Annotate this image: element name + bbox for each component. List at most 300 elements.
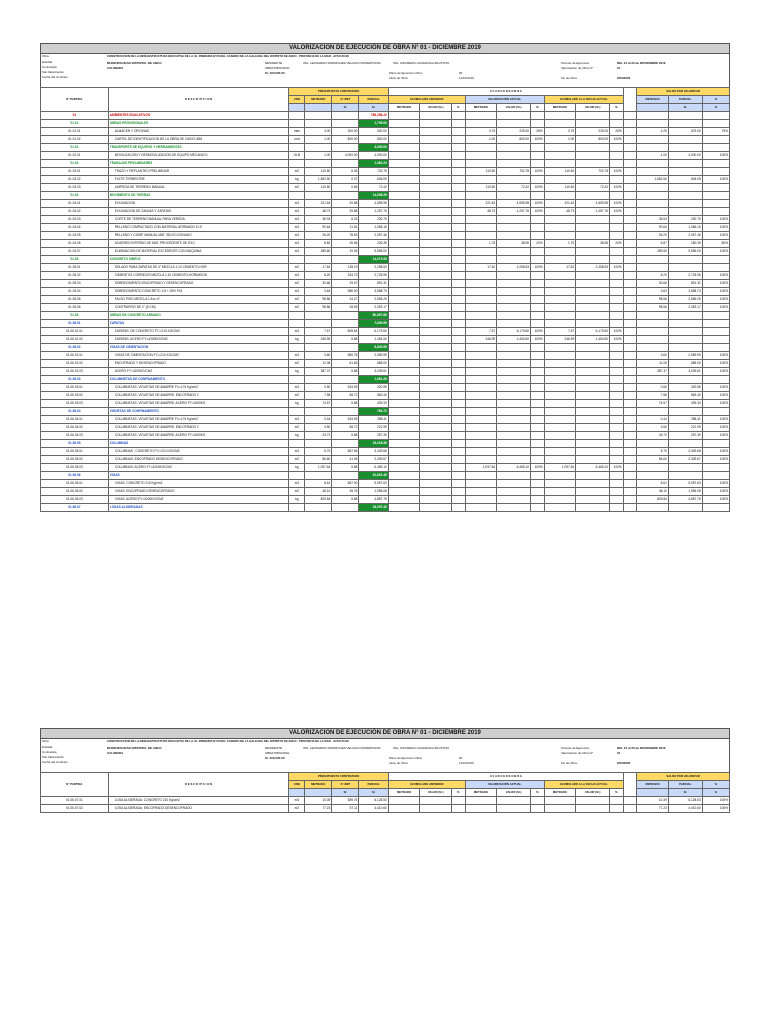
row-act-valor: 702.78 [497, 168, 531, 176]
row-saldo-pct: 100% [702, 488, 729, 496]
row-metrado: 246.99 [305, 336, 332, 344]
row-act-metrado [465, 504, 497, 512]
valuation-table-1 [40, 87, 730, 512]
row-act-valor [497, 368, 531, 376]
row-act-metrado: 48.73 [465, 208, 497, 216]
row-metrado: 0.44 [305, 416, 332, 424]
sheet-meta [40, 54, 730, 87]
row-saldo-pct: 100% [702, 424, 729, 432]
row-ant-pct [452, 496, 466, 504]
row-ant-pct [452, 408, 466, 416]
row-acu-pct: 100% [610, 208, 624, 216]
table-row [41, 480, 730, 488]
row-code: 01.06.03 [41, 376, 109, 384]
row-act-metrado [465, 496, 497, 504]
row-ant-pct [452, 144, 466, 152]
row-ant-valor [420, 472, 452, 480]
row-act-metrado [465, 456, 497, 464]
row-ant-valor [420, 144, 452, 152]
row-act-valor [497, 352, 531, 360]
row-spacer [623, 328, 637, 336]
row-act-valor [497, 440, 531, 448]
row-saldo-metrado [637, 312, 669, 320]
row-act-metrado: 221.63 [465, 200, 497, 208]
row-ant-pct [452, 336, 466, 344]
row-saldo-valor: 675.00 [668, 128, 702, 136]
row-acu-pct [610, 448, 624, 456]
row-saldo-valor [668, 200, 702, 208]
row-ant-valor [420, 208, 452, 216]
row-saldo-valor [668, 408, 702, 416]
row-saldo-valor [668, 136, 702, 144]
row-ant-pct [452, 352, 466, 360]
row-saldo-valor: 606.05 [668, 176, 702, 184]
row-act-pct [531, 456, 545, 464]
row-code: 01.06.06.03 [41, 496, 109, 504]
row-act-valor [497, 408, 531, 416]
row-acu-valor [576, 232, 610, 240]
row-act-pct [531, 416, 545, 424]
col-partida-2: N° PARTIDA [41, 773, 109, 797]
row-ant-valor [420, 480, 452, 488]
row-ant-pct [452, 480, 466, 488]
row-ant-metrado [388, 320, 420, 328]
row-acu-valor: 72.42 [576, 184, 610, 192]
row-acu-pct [610, 504, 624, 512]
row-ant-pct [452, 504, 466, 512]
row-ant-valor [420, 184, 452, 192]
row-saldo-valor: 2,057.46 [668, 232, 702, 240]
row-act-valor [497, 488, 531, 496]
inicio-value: 11/10/2019 [459, 76, 474, 80]
row-act-pct [531, 320, 545, 328]
row-saldo-valor [668, 376, 702, 384]
row-metrado: 17.62 [305, 264, 332, 272]
row-unit [289, 408, 305, 416]
row-acu-valor [576, 480, 610, 488]
row-ant-metrado [388, 400, 420, 408]
row-metrado: 11.08 [305, 360, 332, 368]
row-act-valor [497, 456, 531, 464]
row-ant-valor [420, 256, 452, 264]
table-row [41, 472, 730, 480]
table-row [41, 264, 730, 272]
row-unit: m3 [289, 416, 305, 424]
row-acu-valor [576, 288, 610, 296]
periodo-label: Periodo de Ejecución [561, 61, 590, 65]
row-saldo-pct: 100% [702, 392, 729, 400]
row-unit: m3 [289, 232, 305, 240]
fin-label-2: Fin de Obra [561, 761, 577, 765]
row-act-pct: 100% [531, 200, 545, 208]
col-descripcion-2: D E S C R I P C I O N [108, 773, 289, 797]
row-act-valor: 800.00 [497, 136, 531, 144]
periodo-value-2: DEL 10 al 30 de NOVIEMBRE 2019 [617, 746, 666, 750]
row-code: 01.06.02.02 [41, 360, 109, 368]
row-ant-metrado [388, 328, 420, 336]
row-act-pct [531, 144, 545, 152]
row-saldo-pct [702, 256, 729, 264]
row-description: COLUMNETAS, VIGUETAS DE AMARRE F'c=175 Kg/cm2 [108, 384, 289, 392]
col-saldo-pct: % [702, 96, 729, 104]
row-acu-pct [610, 216, 624, 224]
row-ant-metrado [388, 280, 420, 288]
row-acu-valor [576, 352, 610, 360]
col-pu-sol: S/. [332, 104, 359, 112]
row-description: COLUMNETAS, VIGUETAS DE AMARRE: ENCOFRADO Y [108, 424, 289, 432]
row-saldo-pct: 100% [702, 280, 729, 288]
row-saldo-pct: 100% [702, 797, 729, 805]
row-acu-metrado [544, 160, 576, 168]
row-act-valor [497, 376, 531, 384]
row-unit: m2 [289, 184, 305, 192]
row-description: EXCAVACION [108, 200, 289, 208]
row-acu-metrado [544, 344, 576, 352]
row-act-valor: 6,465.10 [497, 464, 531, 472]
row-acu-valor [576, 360, 610, 368]
row-unit: m3 [289, 328, 305, 336]
row-unit [289, 472, 305, 480]
row-acu-valor [576, 152, 610, 160]
row-parcial: 2,556.25 [359, 296, 388, 304]
row-description: ELIMINACION DE MATERIAL EXCEDENTE CON MAQUINA [108, 248, 289, 256]
table-row [41, 336, 730, 344]
monto-value-2: S/. 400,000.00 [265, 756, 285, 760]
row-act-pct [531, 312, 545, 320]
col-act-pct-2: % [531, 789, 545, 797]
col-ant-valor-2: VALOR (S/.) [420, 789, 452, 797]
row-acu-valor [576, 797, 610, 805]
row-description: COLUMNAS : CONCRETO F'C=210 KG/CM2 [108, 448, 289, 456]
col-parcial-sol: S/. [359, 104, 388, 112]
table-row [41, 797, 730, 805]
row-acu-valor: 6,465.10 [576, 464, 610, 472]
row-unit [289, 344, 305, 352]
row-description: FALSO PISO MEZCLA 1:8 e=4" [108, 296, 289, 304]
table-row [41, 224, 730, 232]
row-spacer [623, 480, 637, 488]
row-act-metrado: 246.99 [465, 336, 497, 344]
row-acu-metrado: 246.99 [544, 336, 576, 344]
row-spacer [623, 432, 637, 440]
row-acu-valor [576, 320, 610, 328]
row-spacer [623, 416, 637, 424]
row-acu-metrado [544, 424, 576, 432]
table-row [41, 504, 730, 512]
row-unit: kg [289, 496, 305, 504]
row-act-metrado [465, 488, 497, 496]
row-act-valor [497, 320, 531, 328]
row-saldo-metrado: 0.50 [637, 384, 669, 392]
row-metrado [305, 144, 332, 152]
row-saldo-metrado: 3.60 [637, 352, 669, 360]
row-ant-pct [452, 296, 466, 304]
row-ant-pct [452, 112, 466, 120]
plazo-label-2: Plazo de Ejecución Obra [389, 756, 423, 760]
row-metrado: 48.73 [305, 208, 332, 216]
row-saldo-valor [668, 312, 702, 320]
row-description: ACARREO INTERNO DE MAT. PROCEDENTE DE EXC. [108, 240, 289, 248]
row-description: AMBIENTES EDUCATIVOS [108, 112, 289, 120]
row-acu-valor [576, 416, 610, 424]
row-act-pct [531, 352, 545, 360]
row-ant-metrado [388, 472, 420, 480]
row-description: VIGAS DE CIMENTACION [108, 344, 289, 352]
valuation-sheet-1 [40, 43, 730, 512]
row-acu-metrado [544, 488, 576, 496]
row-ant-valor [420, 488, 452, 496]
periodo-value: DEL 10 al 30 de NOVIEMBRE 2019 [617, 61, 666, 65]
row-acu-valor [576, 805, 610, 813]
row-saldo-pct [702, 192, 729, 200]
valn-label: Valorización de Obra N° [561, 66, 593, 70]
table-row [41, 144, 730, 152]
fin-value-2: 2/03/2020 [617, 761, 631, 765]
row-acu-pct: 100% [610, 184, 624, 192]
row-acu-metrado [544, 456, 576, 464]
row-spacer [623, 368, 637, 376]
row-spacer [623, 464, 637, 472]
row-acu-valor [576, 160, 610, 168]
row-ant-metrado [388, 384, 420, 392]
row-saldo-metrado [637, 440, 669, 448]
row-saldo-pct: 100% [702, 232, 729, 240]
row-acu-valor: 6,179.60 [576, 328, 610, 336]
row-parcial: 1,257.76 [359, 208, 388, 216]
row-unit: kg [289, 400, 305, 408]
row-code: 01.06.01 [41, 320, 109, 328]
valuation-sheet-2 [40, 728, 730, 813]
row-spacer [623, 120, 637, 128]
row-parcial: 72.42 [359, 184, 388, 192]
row-act-pct [531, 496, 545, 504]
row-ant-metrado [388, 360, 420, 368]
row-description: VIGAS DE CIMENTACION F'C=210 KG/CM2 [108, 352, 289, 360]
row-unit-price [332, 320, 359, 328]
row-saldo-pct [702, 312, 729, 320]
row-code: 01.04.07 [41, 248, 109, 256]
row-spacer [623, 448, 637, 456]
row-parcial: 4,410.60 [359, 805, 388, 813]
row-saldo-metrado [637, 208, 669, 216]
row-acu-metrado [544, 256, 576, 264]
col-act-valor: VALOR (S/.) [497, 104, 531, 112]
row-ant-pct [452, 152, 466, 160]
row-act-metrado [465, 160, 497, 168]
col-acu-valor-2: VALOR (S/.) [576, 789, 610, 797]
row-saldo-metrado [637, 112, 669, 120]
row-saldo-valor: 685.00 [668, 360, 702, 368]
row-saldo-pct: 100% [702, 432, 729, 440]
row-act-valor: 1,454.50 [497, 336, 531, 344]
row-metrado: 8.61 [305, 480, 332, 488]
row-act-metrado: 110.50 [465, 168, 497, 176]
row-saldo-valor: 230.75 [668, 216, 702, 224]
row-metrado: 110.50 [305, 168, 332, 176]
table-row [41, 328, 730, 336]
row-saldo-metrado: 5.70 [637, 448, 669, 456]
row-saldo-pct [702, 440, 729, 448]
row-code: 01.06.03.01 [41, 384, 109, 392]
table-row [41, 168, 730, 176]
row-ant-pct [452, 368, 466, 376]
row-ant-pct [452, 400, 466, 408]
row-spacer [623, 192, 637, 200]
row-code: 01.01.01 [41, 128, 109, 136]
row-acu-valor [576, 424, 610, 432]
row-ant-metrado [388, 216, 420, 224]
row-saldo-valor: 6,128.53 [668, 797, 702, 805]
row-code: 01.04.04 [41, 224, 109, 232]
table-row [41, 280, 730, 288]
row-code: 01.04.02 [41, 208, 109, 216]
row-act-valor [497, 112, 531, 120]
row-unit-price: 587.00 [332, 480, 359, 488]
row-acu-metrado [544, 448, 576, 456]
row-parcial: 226.35 [359, 240, 388, 248]
row-unit-price [332, 472, 359, 480]
row-act-metrado [465, 440, 497, 448]
row-act-pct [531, 432, 545, 440]
row-act-pct [531, 176, 545, 184]
row-spacer [623, 496, 637, 504]
row-metrado: 829.84 [305, 496, 332, 504]
col-act-valor-2: VALOR (S/.) [497, 789, 531, 797]
row-metrado [305, 312, 332, 320]
row-spacer [623, 392, 637, 400]
row-acu-pct [610, 280, 624, 288]
row-act-valor [497, 392, 531, 400]
row-code: 01.06.04 [41, 408, 109, 416]
row-acu-valor [576, 496, 610, 504]
row-act-pct: 100% [531, 264, 545, 272]
row-ant-valor [420, 264, 452, 272]
row-description: MOVIMIENTO DE TIERRAS [108, 192, 289, 200]
row-ant-pct [452, 440, 466, 448]
row-description: TRANSPORTE DE EQUIPOS Y HERRAMIENTAS [108, 144, 289, 152]
row-saldo-metrado: 8.61 [637, 480, 669, 488]
row-parcial: 1,790.00 [359, 120, 388, 128]
row-metrado: 8.20 [305, 272, 332, 280]
obra-label: OBRA PRINCIPAL [265, 66, 290, 70]
row-unit [289, 376, 305, 384]
col-presupuesto: PRESUPUESTO CONTRATADO [289, 88, 388, 96]
sheet-title: VALORIZACION DE EJECUCIÓN DE OBRA N° 01 - DICIEMBRE 2019 [40, 43, 730, 54]
row-act-metrado [465, 192, 497, 200]
row-metrado: 1,097.64 [305, 464, 332, 472]
row-ant-valor [420, 496, 452, 504]
row-metrado: 3.50 [305, 424, 332, 432]
row-code: 01.06.04.03 [41, 432, 109, 440]
row-act-pct [531, 797, 545, 805]
row-ant-pct [452, 328, 466, 336]
row-act-metrado [465, 352, 497, 360]
row-ant-valor [420, 376, 452, 384]
row-acu-pct [610, 160, 624, 168]
row-act-valor [497, 232, 531, 240]
col-acu-metrado: METRADO [544, 104, 576, 112]
row-act-metrado [465, 424, 497, 432]
row-ant-pct [452, 392, 466, 400]
row-saldo-valor [668, 320, 702, 328]
row-code: 01.03.03 [41, 184, 109, 192]
row-unit-price: 800.00 [332, 136, 359, 144]
row-act-pct [531, 488, 545, 496]
row-saldo-valor: 3,039.61 [668, 368, 702, 376]
row-act-metrado [465, 144, 497, 152]
row-saldo-pct: 100% [702, 480, 729, 488]
row-saldo-valor: 5,057.63 [668, 480, 702, 488]
row-saldo-valor: 180.39 [668, 240, 702, 248]
row-metrado: 221.63 [305, 200, 332, 208]
table-row [41, 408, 730, 416]
table-body-2 [41, 797, 730, 813]
row-spacer [623, 136, 637, 144]
row-act-valor [497, 296, 531, 304]
row-act-pct [531, 232, 545, 240]
row-unit [289, 120, 305, 128]
row-unit-price: 633.09 [332, 416, 359, 424]
row-act-pct [531, 448, 545, 456]
row-acu-metrado [544, 480, 576, 488]
row-metrado: 110.50 [305, 184, 332, 192]
row-saldo-pct: 100% [702, 448, 729, 456]
row-acu-metrado [544, 392, 576, 400]
col-saldo-metrado-2: METRADO [637, 781, 669, 789]
row-unit-price [332, 192, 359, 200]
row-ant-valor [420, 112, 452, 120]
col-avance-2: A V A N C E D E O B R A [388, 773, 623, 781]
row-ant-metrado [388, 464, 420, 472]
col-metrado: METRADO [305, 96, 332, 104]
row-acu-valor [576, 472, 610, 480]
row-acu-pct [610, 360, 624, 368]
row-unit-price: 29.07 [332, 280, 359, 288]
row-ant-valor [420, 440, 452, 448]
row-ant-metrado [388, 424, 420, 432]
row-saldo-metrado: 30.66 [637, 280, 669, 288]
row-spacer [623, 240, 637, 248]
row-saldo-pct: 100% [702, 352, 729, 360]
row-ant-valor [420, 448, 452, 456]
row-code: 01.06.05.03 [41, 464, 109, 472]
row-ant-metrado [388, 264, 420, 272]
valn-label-2: Valorización de Obra N° [561, 751, 593, 755]
plazo-value: 90 [459, 71, 463, 75]
table-body-1 [41, 112, 730, 512]
row-ant-valor [420, 216, 452, 224]
row-unit-price [332, 256, 359, 264]
row-acu-valor [576, 192, 610, 200]
col-acu-valor: VALOR (S/.) [576, 104, 610, 112]
table-row [41, 304, 730, 312]
row-ant-metrado [388, 416, 420, 424]
row-description: TRAZO Y REPLANTEO PRELIMINAR [108, 168, 289, 176]
row-saldo-metrado: 74.57 [637, 400, 669, 408]
col-saldo: SALDO POR VALORIZAR [637, 88, 730, 96]
row-saldo-valor [668, 264, 702, 272]
valn-value: 01 [617, 66, 621, 70]
row-act-pct: 100% [531, 464, 545, 472]
row-saldo-valor [668, 440, 702, 448]
row-saldo-metrado: 387.37 [637, 368, 669, 376]
table-row [41, 120, 730, 128]
row-acu-pct: 100% [610, 264, 624, 272]
row-act-pct: 100% [531, 208, 545, 216]
row-parcial: 900.00 [359, 128, 388, 136]
row-ant-metrado [388, 248, 420, 256]
valuation-table-2 [40, 772, 730, 813]
